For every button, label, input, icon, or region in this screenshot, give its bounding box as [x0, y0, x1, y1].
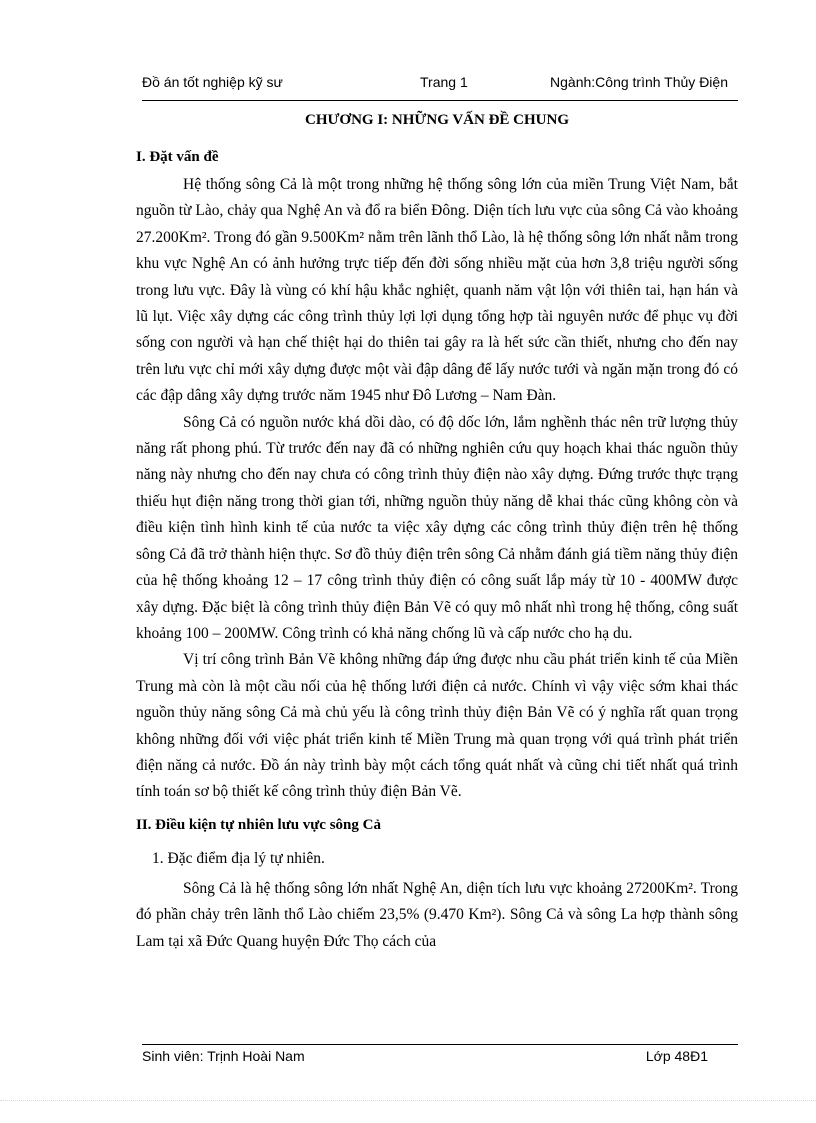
section-heading-2: II. Điều kiện tự nhiên lưu vực sông Cả	[136, 816, 381, 833]
page-content	[136, 108, 738, 955]
page-footer	[142, 1044, 738, 1071]
paragraph-2: Sông Cả có nguồn nước khá dồi dào, có độ dốc lớn, lắm nghềnh thác nên trữ lượng thủy năng rất phong phú. Từ trước đến nay đã có những nghiên cứu quy hoạch khai thác nguồn thủy năng này nhưng cho đến nay chưa có công trình thủy điện nào xây dựng. Đứng trước thực trạng thiếu hụt điện năng trong thời gian tới, những nguồn thủy năng dễ khai thác cũng không còn và điều kiện tình hình kinh tế của nước ta việc xây dựng các công trình thủy điện trên hệ thống sông Cả đã trở thành hiện thực. Sơ đồ thủy điện trên sông Cả nhằm đánh giá tiềm năng thủy điện của hệ thống khoảng 12 – 17 công trình thủy điện có công suất lắp máy từ 10 - 400MW được xây dựng. Đặc biệt là công trình thủy điện Bản Vẽ có quy mô nhất nhì trong hệ thống, công suất khoảng 100 – 200MW. Công trình có khả năng chống lũ và cấp nước cho hạ du.	[136, 413, 738, 642]
paragraph-4: Sông Cả là hệ thống sông lớn nhất Nghệ An, diện tích lưu vực khoảng 27200Km². Trong đó phần chảy trên lãnh thổ Lào chiếm 23,5% (9.470 Km²). Sông Cả và sông La hợp thành sông Lam tại xã Đức Quang huyện Đức Thọ cách của	[136, 879, 738, 950]
header-page-number: Trang 1	[420, 74, 468, 90]
subsection-heading: 1. Đặc điểm địa lý tự nhiên.	[152, 849, 325, 867]
paragraph-1: Hệ thống sông Cả là một trong những hệ thống sông lớn của miền Trung Việt Nam, bắt nguồn từ Lào, chảy qua Nghệ An và đổ ra biển Đông. Diện tích lưu vực của sông Cả vào khoảng 27.200Km². Trong đó gần 9.500Km² nằm trên lãnh thổ Lào, là hệ thống sông lớn nhất nằm trong khu vực Nghệ An có ảnh hưởng trực tiếp đến đời sống nhiều mặt của hơn 3,8 triệu người sống trong lưu vực. Đây là vùng có khí hậu khắc nghiệt, quanh năm vật lộn với thiên tai, hạn hán và lũ lụt. Việc xây dựng các công trình thủy lợi lợi dụng tổng hợp tài nguyên nước để phục vụ đời sống con người và hạn chế thiệt hại do thiên tai gây ra là hết sức cần thiết, nhưng cho đến nay trên lưu vực chỉ mới xây dựng được một vài đập dâng để lấy nước tưới và ngăn mặn trong đó có các đập dâng xây dựng trước năm 1945 như Đô Lương – Nam Đàn.	[136, 176, 738, 405]
page-edge-divider	[0, 1100, 816, 1101]
footer-student: Sinh viên: Trịnh Hoài Nam	[142, 1048, 305, 1064]
paragraph-3: Vị trí công trình Bản Vẽ không những đáp ứng được nhu cầu phát triển kinh tế của Miền Trung mà còn là một cầu nối của hệ thống lưới điện cả nước. Chính vì vậy việc sớm khai thác nguồn thủy năng sông Cả mà chủ yếu là công trình thủy điện Bản Vẽ có ý nghĩa rất quan trọng không những đối với việc phát triển kinh tế Miền Trung mà quan trọng với quá trình phát triển điện năng cả nước. Đồ án này trình bày một cách tổng quát nhất và cũng chi tiết nhất quá trình tính toán sơ bộ thiết kế công trình thủy điện Bản Vẽ.	[136, 651, 738, 801]
header-document-type: Đồ án tốt nghiệp kỹ sư	[142, 74, 283, 90]
chapter-title: CHƯƠNG I: NHỮNG VẤN ĐỀ CHUNG	[304, 112, 570, 128]
page-header	[142, 70, 738, 101]
header-major: Ngành:Công trình Thủy Điện	[550, 74, 728, 90]
section-heading-1: I. Đặt vấn đề	[136, 149, 219, 165]
footer-class: Lớp 48Đ1	[645, 1048, 708, 1064]
